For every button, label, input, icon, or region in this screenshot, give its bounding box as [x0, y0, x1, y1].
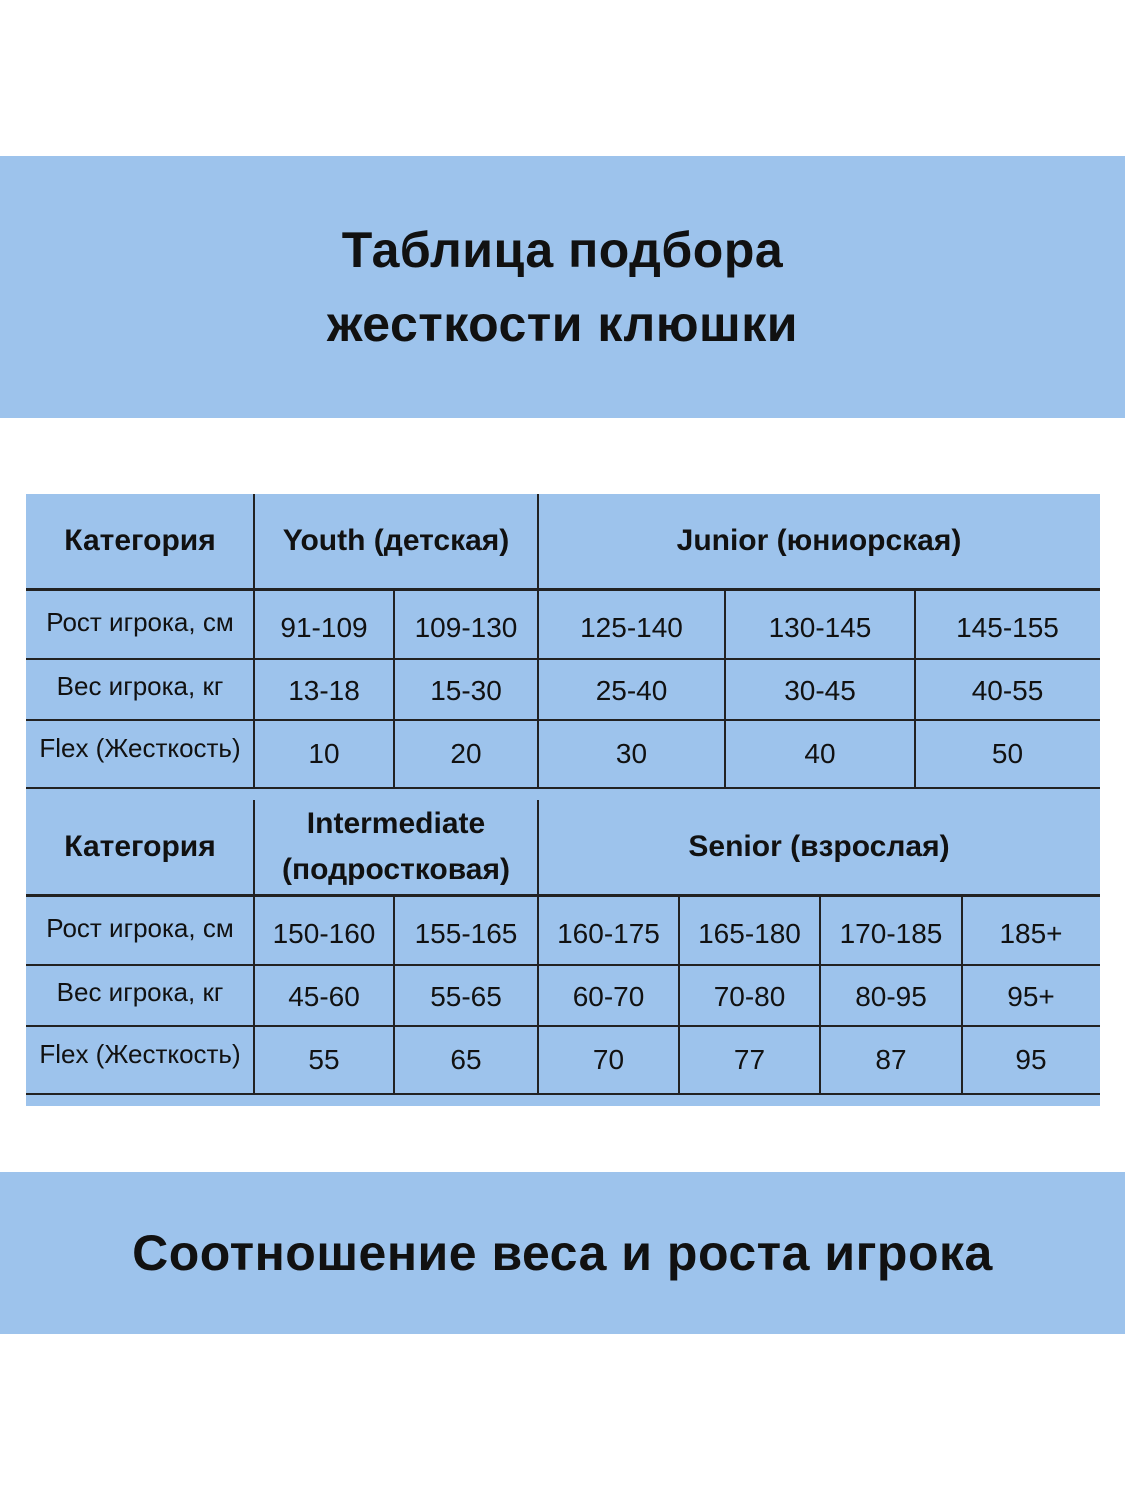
table2-senior-header: Senior (взрослая) [688, 830, 950, 863]
table2-flex-cell: 70 [592, 1044, 625, 1075]
table2-col-divider [961, 895, 963, 1094]
table2-col-divider [393, 895, 395, 1094]
table1-youth-header: Youth (детская) [282, 524, 510, 557]
table2-weight-cell: 55-65 [430, 981, 502, 1012]
table2-weight-label: Вес игрока, кг [56, 976, 224, 1007]
table2-row-divider [26, 1025, 1100, 1027]
table2-intermediate-line1: Intermediate [306, 807, 486, 840]
table2-height-cell: 185+ [999, 918, 1063, 949]
table1-col-divider [724, 589, 726, 788]
table1-height-cell: 145-155 [956, 612, 1059, 643]
table1-flex-cell: 50 [991, 738, 1024, 769]
table2-height-cell: 165-180 [698, 918, 801, 949]
table2-weight-cell: 45-60 [288, 981, 360, 1012]
table2-weight-cell: 60-70 [572, 981, 645, 1012]
table2-col-divider [253, 800, 255, 1094]
table1-flex-cell: 20 [450, 738, 482, 769]
table2-height-cell: 160-175 [557, 918, 660, 949]
table1-height-cell: 125-140 [580, 612, 683, 643]
table1-weight-cell: 15-30 [430, 675, 502, 706]
footer-title: Соотношение веса и роста игрока [132, 1225, 993, 1281]
table1-flex-cell: 10 [308, 738, 340, 769]
table2-row-divider [26, 964, 1100, 966]
table1-height-cell: 130-145 [768, 612, 872, 643]
table2-flex-cell: 77 [733, 1044, 766, 1075]
table2-flex-cell: 65 [450, 1044, 482, 1075]
table1-weight-cell: 40-55 [971, 675, 1044, 706]
table1-col-divider [393, 589, 395, 788]
page-title-line-1: Таблица подбора [341, 222, 784, 278]
table1-flex-label: Flex (Жесткость) [39, 732, 241, 763]
table2-col-divider [537, 800, 539, 1094]
flex-table [26, 494, 1100, 1106]
table1-flex-cell: 40 [804, 738, 836, 769]
table2-header-divider [26, 894, 1100, 897]
table2-col-divider [678, 895, 680, 1094]
table1-weight-cell: 13-18 [288, 675, 360, 706]
table1-height-cell: 109-130 [414, 612, 518, 643]
table2-weight-cell: 80-95 [855, 981, 927, 1012]
table2-weight-cell: 95+ [1007, 981, 1055, 1012]
table2-intermediate-line2: (подростковая) [282, 853, 510, 886]
table1-category-header: Категория [64, 524, 216, 557]
header-band [0, 156, 1125, 418]
table2-flex-cell: 55 [308, 1044, 340, 1075]
table2-flex-label: Flex (Жесткость) [39, 1038, 241, 1069]
table1-header-divider [26, 588, 1100, 591]
table1-junior-header: Junior (юниорская) [676, 524, 962, 557]
table1-weight-label: Вес игрока, кг [56, 670, 224, 701]
table1-bottom-border [26, 787, 1100, 789]
table1-height-cell: 91-109 [280, 612, 368, 643]
table2-intermediate-header [254, 800, 538, 894]
footer-band [0, 1172, 1125, 1334]
table2-bottom-border [26, 1093, 1100, 1095]
table1-col-divider [253, 494, 255, 788]
table1-flex-cell: 30 [615, 738, 648, 769]
table2-height-cell: 150-160 [272, 918, 376, 949]
table1-weight-cell: 30-45 [784, 675, 856, 706]
page-title-line-2: жесткости клюшки [327, 296, 798, 352]
table2-height-cell: 170-185 [839, 918, 943, 949]
table2-weight-cell: 70-80 [713, 981, 786, 1012]
table2-col-divider [819, 895, 821, 1094]
table2-category-header: Категория [64, 830, 216, 863]
table1-col-divider [537, 494, 539, 788]
table1-col-divider [914, 589, 916, 788]
table2-height-cell: 155-165 [414, 918, 518, 949]
table1-height-label: Рост игрока, см [46, 606, 234, 637]
table1-row-divider [26, 658, 1100, 660]
table1-weight-cell: 25-40 [595, 675, 668, 706]
table2-height-label: Рост игрока, см [46, 912, 234, 943]
table2-flex-cell: 95 [1015, 1044, 1047, 1075]
table1-row-divider [26, 719, 1100, 721]
table2-flex-cell: 87 [875, 1044, 907, 1075]
